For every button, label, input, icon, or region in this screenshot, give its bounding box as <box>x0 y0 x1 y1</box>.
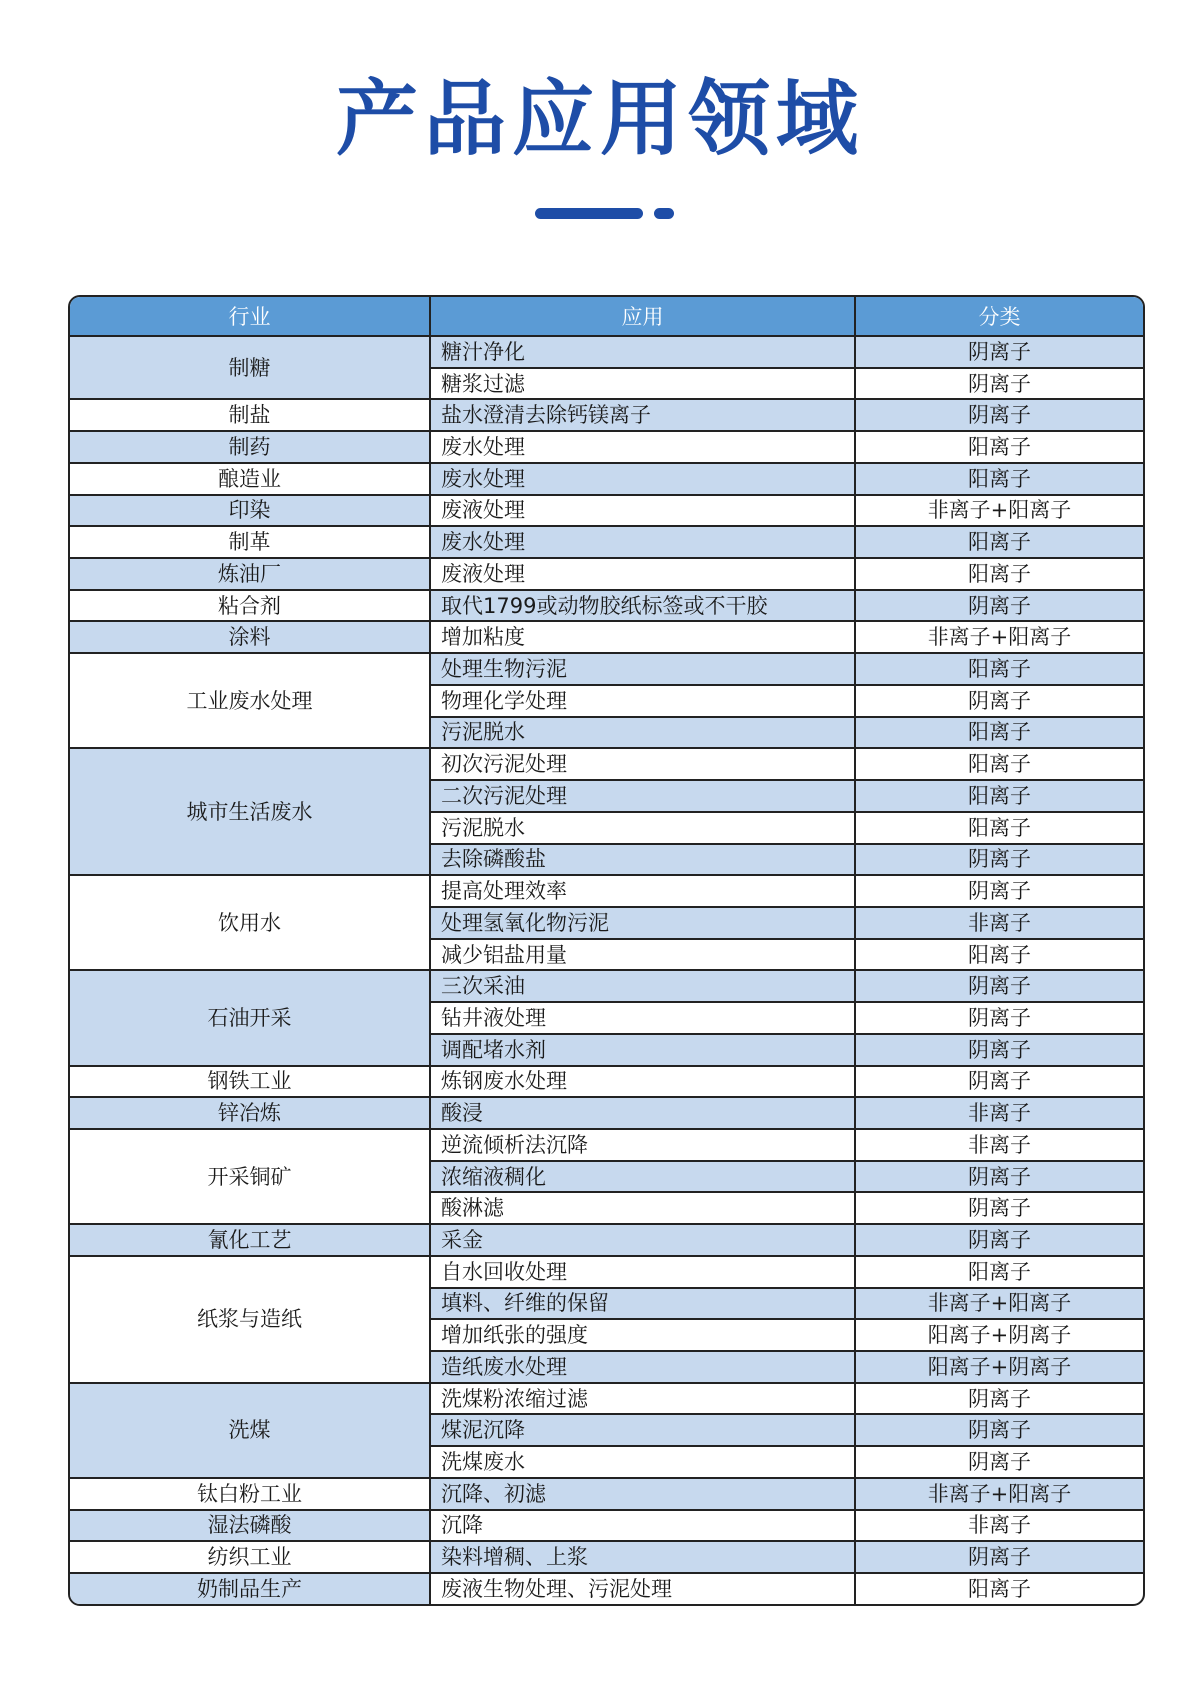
industry-cell: 制革 <box>70 526 430 558</box>
category-cell: 阴离子 <box>855 336 1143 368</box>
table-body <box>70 336 1143 1604</box>
table-row <box>70 431 1143 463</box>
header-application: 应用 <box>430 297 855 336</box>
industry-cell: 石油开采 <box>70 970 430 1065</box>
category-cell: 阳离子+阴离子 <box>855 1319 1143 1351</box>
title-divider-short <box>654 208 674 219</box>
category-cell: 阴离子 <box>855 1002 1143 1034</box>
application-cell: 处理氢氧化物污泥 <box>430 907 855 939</box>
category-cell: 非离子+阳离子 <box>855 1288 1143 1320</box>
application-cell: 逆流倾析法沉降 <box>430 1129 855 1161</box>
category-cell: 阴离子 <box>855 875 1143 907</box>
category-cell: 阳离子 <box>855 812 1143 844</box>
category-cell: 非离子 <box>855 907 1143 939</box>
application-cell: 浓缩液稠化 <box>430 1161 855 1193</box>
application-cell: 处理生物污泥 <box>430 653 855 685</box>
industry-cell: 炼油厂 <box>70 558 430 590</box>
application-cell: 污泥脱水 <box>430 717 855 749</box>
table-row <box>70 399 1143 431</box>
industry-cell: 纺织工业 <box>70 1541 430 1573</box>
application-cell: 调配堵水剂 <box>430 1034 855 1066</box>
application-cell: 废液处理 <box>430 495 855 527</box>
industry-cell: 粘合剂 <box>70 590 430 622</box>
application-cell: 染料增稠、上浆 <box>430 1541 855 1573</box>
category-cell: 阳离子 <box>855 653 1143 685</box>
category-cell: 阴离子 <box>855 1034 1143 1066</box>
application-cell: 沉降 <box>430 1510 855 1542</box>
table-row <box>70 1541 1143 1573</box>
table-row <box>70 1129 1143 1161</box>
category-cell: 阳离子 <box>855 431 1143 463</box>
application-cell: 造纸废水处理 <box>430 1351 855 1383</box>
application-cell: 盐水澄清去除钙镁离子 <box>430 399 855 431</box>
category-cell: 阴离子 <box>855 1541 1143 1573</box>
category-cell: 阳离子 <box>855 1256 1143 1288</box>
page-title: 产品应用领域 <box>335 72 864 167</box>
table-row <box>70 653 1143 685</box>
category-cell: 非离子 <box>855 1129 1143 1161</box>
application-table-container <box>68 295 1145 1606</box>
industry-cell: 涂料 <box>70 621 430 653</box>
category-cell: 阳离子 <box>855 526 1143 558</box>
table-row <box>70 336 1143 368</box>
industry-cell: 钢铁工业 <box>70 1066 430 1098</box>
table-row <box>70 1224 1143 1256</box>
category-cell: 阳离子 <box>855 780 1143 812</box>
application-cell: 炼钢废水处理 <box>430 1066 855 1098</box>
application-cell: 洗煤废水 <box>430 1446 855 1478</box>
industry-cell: 氰化工艺 <box>70 1224 430 1256</box>
table-row <box>70 875 1143 907</box>
table-row <box>70 1383 1143 1415</box>
category-cell: 阳离子 <box>855 717 1143 749</box>
industry-cell: 酿造业 <box>70 463 430 495</box>
application-cell: 洗煤粉浓缩过滤 <box>430 1383 855 1415</box>
application-cell: 糖汁净化 <box>430 336 855 368</box>
application-cell: 酸淋滤 <box>430 1192 855 1224</box>
category-cell: 阴离子 <box>855 970 1143 1002</box>
industry-cell: 工业废水处理 <box>70 653 430 748</box>
application-cell: 初次污泥处理 <box>430 748 855 780</box>
application-cell: 污泥脱水 <box>430 812 855 844</box>
category-cell: 阴离子 <box>855 1383 1143 1415</box>
category-cell: 阴离子 <box>855 1066 1143 1098</box>
category-cell: 阳离子+阴离子 <box>855 1351 1143 1383</box>
table-row <box>70 526 1143 558</box>
industry-cell: 开采铜矿 <box>70 1129 430 1224</box>
application-cell: 废水处理 <box>430 463 855 495</box>
application-cell: 废水处理 <box>430 431 855 463</box>
application-cell: 煤泥沉降 <box>430 1414 855 1446</box>
application-cell: 糖浆过滤 <box>430 368 855 400</box>
industry-cell: 城市生活废水 <box>70 748 430 875</box>
category-cell: 阴离子 <box>855 1192 1143 1224</box>
application-cell: 减少铝盐用量 <box>430 939 855 971</box>
application-cell: 二次污泥处理 <box>430 780 855 812</box>
category-cell: 阳离子 <box>968 1577 1031 1602</box>
category-cell: 阴离子 <box>855 368 1143 400</box>
application-cell: 增加纸张的强度 <box>430 1319 855 1351</box>
table-row <box>70 970 1143 1002</box>
category-cell: 阴离子 <box>855 844 1143 876</box>
industry-cell: 印染 <box>70 495 430 527</box>
application-cell: 填料、纤维的保留 <box>430 1288 855 1320</box>
table-row <box>70 558 1143 590</box>
category-cell: 阳离子 <box>855 748 1143 780</box>
application-cell: 增加粘度 <box>430 621 855 653</box>
category-cell: 阳离子 <box>855 558 1143 590</box>
application-cell: 废液处理 <box>430 558 855 590</box>
application-cell: 废水处理 <box>430 526 855 558</box>
industry-cell: 制盐 <box>70 399 430 431</box>
table-row <box>70 495 1143 527</box>
category-cell: 非离子+阳离子 <box>855 495 1143 527</box>
table-header-row <box>70 297 1143 336</box>
industry-cell: 奶制品生产 <box>70 1573 430 1604</box>
industry-cell: 钛白粉工业 <box>70 1478 430 1510</box>
application-cell: 采金 <box>430 1224 855 1256</box>
category-cell: 阳离子 <box>855 939 1143 971</box>
application-cell: 酸浸 <box>430 1097 855 1129</box>
header-category: 分类 <box>855 297 1143 336</box>
category-cell: 非离子+阳离子 <box>855 1478 1143 1510</box>
category-cell: 阳离子 <box>855 463 1143 495</box>
industry-cell: 洗煤 <box>70 1383 430 1478</box>
application-cell: 钻井液处理 <box>430 1002 855 1034</box>
category-cell: 非离子 <box>855 1097 1143 1129</box>
industry-cell: 制药 <box>70 431 430 463</box>
table-row <box>70 590 1143 622</box>
table-row <box>70 1066 1143 1098</box>
application-cell: 取代1799或动物胶纸标签或不干胶 <box>430 590 855 622</box>
application-cell: 物理化学处理 <box>430 685 855 717</box>
table-row <box>70 748 1143 780</box>
table-row <box>70 1510 1143 1542</box>
industry-cell: 纸浆与造纸 <box>70 1256 430 1383</box>
application-cell: 去除磷酸盐 <box>430 844 855 876</box>
table-row <box>70 621 1143 653</box>
title-divider-long <box>535 208 643 219</box>
category-cell: 阴离子 <box>855 1161 1143 1193</box>
table-row <box>70 1256 1143 1288</box>
application-cell: 废液生物处理、污泥处理 <box>430 1573 855 1604</box>
category-cell: 非离子+阳离子 <box>855 621 1143 653</box>
header-industry: 行业 <box>70 297 430 336</box>
category-cell: 阴离子 <box>855 1446 1143 1478</box>
table-row <box>70 1573 1143 1604</box>
category-cell: 阴离子 <box>855 685 1143 717</box>
application-cell: 三次采油 <box>430 970 855 1002</box>
application-table <box>70 297 1143 1604</box>
industry-cell: 湿法磷酸 <box>70 1510 430 1542</box>
application-cell: 提高处理效率 <box>430 875 855 907</box>
category-cell: 阴离子 <box>855 1414 1143 1446</box>
table-row <box>70 463 1143 495</box>
table-row <box>70 1478 1143 1510</box>
category-cell: 阴离子 <box>855 399 1143 431</box>
category-cell: 非离子 <box>855 1510 1143 1542</box>
table-row <box>70 1097 1143 1129</box>
industry-cell: 饮用水 <box>70 875 430 970</box>
application-cell: 沉降、初滤 <box>430 1478 855 1510</box>
category-cell: 阴离子 <box>855 590 1143 622</box>
industry-cell: 锌冶炼 <box>70 1097 430 1129</box>
application-cell: 自水回收处理 <box>430 1256 855 1288</box>
category-cell: 阴离子 <box>855 1224 1143 1256</box>
industry-cell: 制糖 <box>70 336 430 399</box>
